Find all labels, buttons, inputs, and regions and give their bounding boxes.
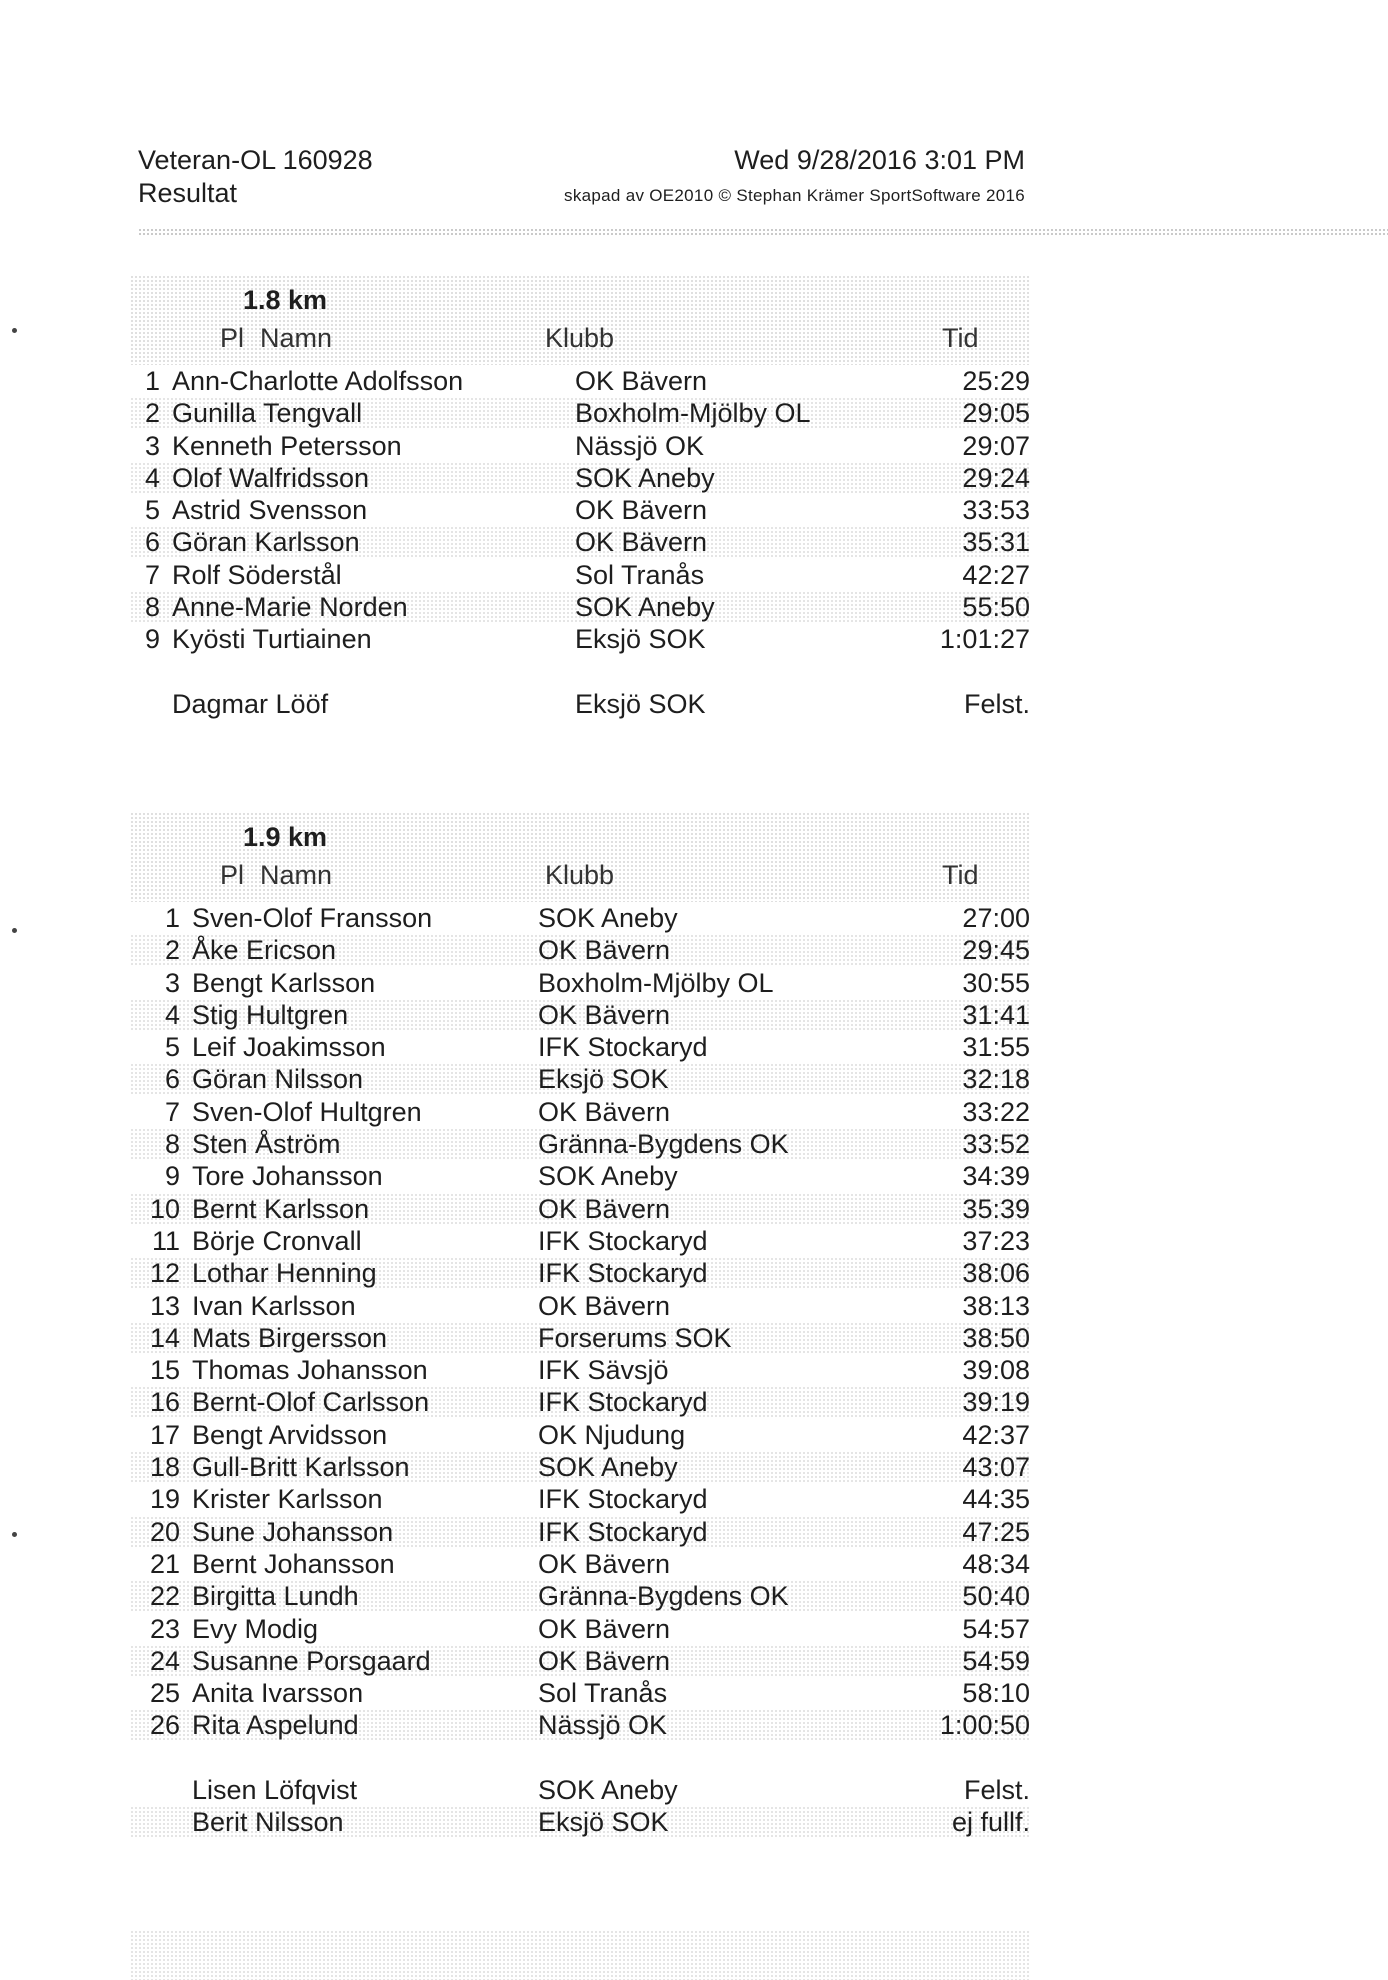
club-name: IFK Stockaryd	[538, 1387, 708, 1418]
result-row	[130, 1096, 1030, 1128]
placing: 7	[164, 1096, 180, 1127]
result-row	[130, 1031, 1030, 1063]
runner-name: Åke Ericson	[192, 935, 337, 966]
placing: 19	[149, 1484, 180, 1515]
result-row	[130, 1225, 1030, 1257]
placing: 8	[144, 592, 160, 623]
club-name: IFK Stockaryd	[538, 1032, 708, 1063]
finish-time: 54:59	[962, 1645, 1030, 1676]
finish-time: 48:34	[962, 1548, 1030, 1579]
col-header-pl: Pl	[220, 860, 245, 890]
result-row	[130, 430, 1030, 462]
club-name: OK Bävern	[575, 527, 708, 558]
finish-time: 42:37	[962, 1419, 1030, 1450]
club-name: OK Bävern	[538, 1613, 671, 1644]
runner-name: Olof Walfridsson	[172, 462, 370, 493]
section-title: 1.8 km	[243, 285, 328, 315]
finish-time: 55:50	[962, 592, 1030, 623]
placing: 5	[164, 1032, 180, 1063]
result-row	[130, 999, 1030, 1031]
result-row	[130, 1645, 1030, 1677]
placing: 12	[149, 1258, 180, 1289]
runner-name: Sune Johansson	[192, 1516, 394, 1547]
result-row	[130, 1516, 1030, 1548]
runner-name: Anne-Marie Norden	[172, 592, 408, 623]
finish-time: 33:52	[962, 1129, 1030, 1160]
section-title: 1.9 km	[243, 822, 328, 852]
finish-time: 54:57	[962, 1613, 1030, 1644]
club-name: SOK Aneby	[538, 1452, 678, 1483]
placing: 13	[149, 1290, 180, 1321]
result-row	[130, 1063, 1030, 1095]
club-name: Gränna-Bygdens OK	[538, 1581, 789, 1612]
club-name: IFK Stockaryd	[538, 1258, 708, 1289]
finish-time: 38:13	[962, 1290, 1030, 1321]
result-row	[130, 902, 1030, 934]
result-row	[130, 1483, 1030, 1515]
finish-time: 58:10	[962, 1678, 1030, 1709]
placing: 1	[164, 903, 180, 933]
result-row	[130, 967, 1030, 999]
col-header-namn: Namn	[260, 860, 333, 890]
result-row	[130, 365, 1030, 397]
result-row	[130, 494, 1030, 526]
placing: 17	[149, 1419, 180, 1450]
next-section-stub	[130, 1930, 1030, 1980]
club-name: Eksjö SOK	[538, 1807, 669, 1838]
result-row	[130, 1774, 1030, 1806]
club-name: OK Njudung	[538, 1419, 686, 1450]
runner-name: Bernt Johansson	[192, 1548, 395, 1579]
placing: 24	[149, 1645, 180, 1676]
runner-name: Dagmar Lööf	[172, 688, 329, 719]
placing: 6	[144, 527, 160, 558]
result-row	[130, 1709, 1030, 1741]
result-row	[130, 1322, 1030, 1354]
runner-name: Lothar Henning	[192, 1258, 377, 1289]
result-row	[130, 1806, 1030, 1838]
placing: 22	[149, 1581, 180, 1612]
club-name: IFK Stockaryd	[538, 1516, 708, 1547]
club-name: SOK Aneby	[575, 592, 715, 623]
col-header-pl: Pl	[220, 323, 245, 353]
col-header-namn: Namn	[260, 323, 333, 353]
club-name: Nässjö OK	[538, 1710, 668, 1741]
club-name: IFK Stockaryd	[538, 1225, 708, 1256]
club-name: Boxholm-Mjölby OL	[538, 967, 774, 998]
finish-time: 1:01:27	[939, 624, 1030, 655]
result-row	[130, 1451, 1030, 1483]
finish-time: 32:18	[962, 1064, 1030, 1095]
result-row	[130, 559, 1030, 591]
placing: 11	[151, 1225, 180, 1256]
section-header	[130, 275, 1030, 365]
results-list	[130, 902, 1030, 1838]
finish-time: 43:07	[962, 1452, 1030, 1483]
col-header-klubb: Klubb	[545, 860, 615, 890]
placing: 23	[149, 1613, 180, 1644]
punch-hole-mark	[12, 928, 17, 933]
club-name: OK Bävern	[538, 1096, 671, 1127]
software-credit: skapad av OE2010 © Stephan Krämer SportSoftware 2016	[564, 186, 1025, 205]
finish-time: 25:29	[962, 366, 1030, 396]
club-name: Gränna-Bygdens OK	[538, 1129, 789, 1160]
result-row	[130, 1160, 1030, 1192]
runner-name: Krister Karlsson	[192, 1484, 383, 1515]
result-row	[130, 1290, 1030, 1322]
results-list	[130, 365, 1030, 720]
club-name: Eksjö SOK	[575, 688, 706, 719]
finish-time: 38:50	[962, 1322, 1030, 1353]
finish-time: 34:39	[962, 1161, 1030, 1192]
runner-name: Göran Nilsson	[192, 1064, 364, 1095]
club-name: Sol Tranås	[575, 559, 705, 590]
club-name: SOK Aneby	[575, 462, 715, 493]
club-name: Eksjö SOK	[575, 624, 706, 655]
spacer	[130, 1742, 1030, 1774]
runner-name: Kyösti Turtiainen	[172, 624, 372, 655]
finish-time: 27:00	[962, 903, 1030, 933]
placing: 5	[144, 495, 160, 526]
placing: 14	[149, 1322, 180, 1353]
runner-name: Kenneth Petersson	[172, 430, 402, 461]
finish-time: 42:27	[962, 559, 1030, 590]
result-row	[130, 1128, 1030, 1160]
placing: 9	[164, 1161, 180, 1192]
runner-name: Börje Cronvall	[192, 1225, 362, 1256]
club-name: SOK Aneby	[538, 1774, 678, 1805]
result-row	[130, 1257, 1030, 1289]
club-name: OK Bävern	[575, 366, 708, 396]
runner-name: Anita Ivarsson	[192, 1678, 364, 1709]
placing: 2	[164, 935, 180, 966]
runner-name: Bernt-Olof Carlsson	[192, 1387, 430, 1418]
placing: 3	[164, 967, 180, 998]
finish-time: ej fullf.	[951, 1807, 1030, 1838]
runner-name: Gunilla Tengvall	[172, 398, 363, 429]
event-title: Veteran-OL 160928	[138, 145, 373, 175]
punch-hole-mark	[12, 1532, 17, 1537]
placing: 15	[149, 1355, 180, 1386]
results-section-1	[130, 275, 1030, 720]
runner-name: Birgitta Lundh	[192, 1581, 359, 1612]
finish-time: 33:53	[962, 495, 1030, 526]
placing: 1	[144, 366, 160, 396]
result-row	[130, 688, 1030, 720]
runner-name: Rita Aspelund	[192, 1710, 359, 1741]
result-row	[130, 526, 1030, 558]
results-section-2	[130, 812, 1030, 1838]
placing: 26	[149, 1710, 180, 1741]
result-row	[130, 1548, 1030, 1580]
placing: 9	[144, 624, 160, 655]
finish-time: 50:40	[962, 1581, 1030, 1612]
result-row	[130, 397, 1030, 429]
runner-name: Gull-Britt Karlsson	[192, 1452, 410, 1483]
club-name: OK Bävern	[538, 1548, 671, 1579]
runner-name: Astrid Svensson	[172, 495, 368, 526]
result-row	[130, 1419, 1030, 1451]
finish-time: Felst.	[963, 1774, 1030, 1805]
section-header	[130, 812, 1030, 902]
finish-time: 31:55	[962, 1032, 1030, 1063]
print-datetime: Wed 9/28/2016 3:01 PM	[734, 145, 1025, 175]
runner-name: Bengt Karlsson	[192, 967, 376, 998]
page-subtitle: Resultat	[138, 178, 238, 208]
runner-name: Susanne Porsgaard	[192, 1645, 431, 1676]
runner-name: Sven-Olof Fransson	[192, 903, 433, 933]
placing: 10	[149, 1193, 180, 1224]
result-row	[130, 1354, 1030, 1386]
finish-time: 37:23	[962, 1225, 1030, 1256]
placing: 4	[164, 999, 180, 1030]
runner-name: Sten Åström	[192, 1129, 341, 1160]
runner-name: Rolf Söderstål	[172, 559, 342, 590]
club-name: SOK Aneby	[538, 1161, 678, 1192]
runner-name: Thomas Johansson	[192, 1355, 428, 1386]
club-name: Nässjö OK	[575, 430, 705, 461]
club-name: OK Bävern	[538, 1290, 671, 1321]
placing: 20	[149, 1516, 180, 1547]
finish-time: 39:08	[962, 1355, 1030, 1386]
runner-name: Evy Modig	[192, 1613, 319, 1644]
col-header-tid: Tid	[942, 323, 979, 353]
finish-time: 31:41	[962, 999, 1030, 1030]
placing: 25	[149, 1678, 180, 1709]
club-name: IFK Stockaryd	[538, 1484, 708, 1515]
finish-time: 1:00:50	[939, 1710, 1030, 1741]
club-name: OK Bävern	[575, 495, 708, 526]
club-name: Sol Tranås	[538, 1678, 668, 1709]
col-header-klubb: Klubb	[545, 323, 615, 353]
club-name: OK Bävern	[538, 1645, 671, 1676]
club-name: IFK Sävsjö	[538, 1355, 669, 1386]
finish-time: 29:45	[962, 935, 1030, 966]
runner-name: Mats Birgersson	[192, 1322, 388, 1353]
finish-time: 44:35	[962, 1484, 1030, 1515]
finish-time: 29:05	[962, 398, 1030, 429]
punch-hole-mark	[12, 328, 17, 333]
result-row	[130, 1193, 1030, 1225]
col-header-tid: Tid	[942, 860, 979, 890]
club-name: Eksjö SOK	[538, 1064, 669, 1095]
finish-time: 33:22	[962, 1096, 1030, 1127]
runner-name: Lisen Löfqvist	[192, 1774, 358, 1805]
finish-time: 30:55	[962, 967, 1030, 998]
runner-name: Berit Nilsson	[192, 1807, 344, 1838]
spacer	[130, 656, 1030, 688]
placing: 8	[164, 1129, 180, 1160]
result-row	[130, 934, 1030, 966]
result-row	[130, 591, 1030, 623]
result-row	[130, 623, 1030, 655]
result-row	[130, 1580, 1030, 1612]
finish-time: 47:25	[962, 1516, 1030, 1547]
runner-name: Tore Johansson	[192, 1161, 383, 1192]
placing: 2	[144, 398, 160, 429]
finish-time: Felst.	[963, 688, 1030, 719]
runner-name: Göran Karlsson	[172, 527, 360, 558]
placing: 21	[149, 1548, 180, 1579]
placing: 6	[164, 1064, 180, 1095]
finish-time: 29:07	[962, 430, 1030, 461]
placing: 4	[144, 462, 160, 493]
finish-time: 35:31	[962, 527, 1030, 558]
runner-name: Ann-Charlotte Adolfsson	[172, 366, 464, 396]
club-name: OK Bävern	[538, 935, 671, 966]
header-divider	[138, 228, 1388, 235]
result-row	[130, 462, 1030, 494]
placing: 16	[149, 1387, 180, 1418]
result-row	[130, 1677, 1030, 1709]
result-row	[130, 1386, 1030, 1418]
finish-time: 35:39	[962, 1193, 1030, 1224]
runner-name: Sven-Olof Hultgren	[192, 1096, 422, 1127]
placing: 18	[149, 1452, 180, 1483]
finish-time: 39:19	[962, 1387, 1030, 1418]
runner-name: Ivan Karlsson	[192, 1290, 356, 1321]
runner-name: Stig Hultgren	[192, 999, 349, 1030]
runner-name: Bengt Arvidsson	[192, 1419, 388, 1450]
placing: 3	[144, 430, 160, 461]
runner-name: Bernt Karlsson	[192, 1193, 370, 1224]
club-name: Forserums SOK	[538, 1322, 732, 1353]
club-name: OK Bävern	[538, 1193, 671, 1224]
club-name: Boxholm-Mjölby OL	[575, 398, 811, 429]
club-name: SOK Aneby	[538, 903, 678, 933]
runner-name: Leif Joakimsson	[192, 1032, 386, 1063]
placing: 7	[144, 559, 160, 590]
result-row	[130, 1613, 1030, 1645]
finish-time: 29:24	[962, 462, 1030, 493]
finish-time: 38:06	[962, 1258, 1030, 1289]
club-name: OK Bävern	[538, 999, 671, 1030]
